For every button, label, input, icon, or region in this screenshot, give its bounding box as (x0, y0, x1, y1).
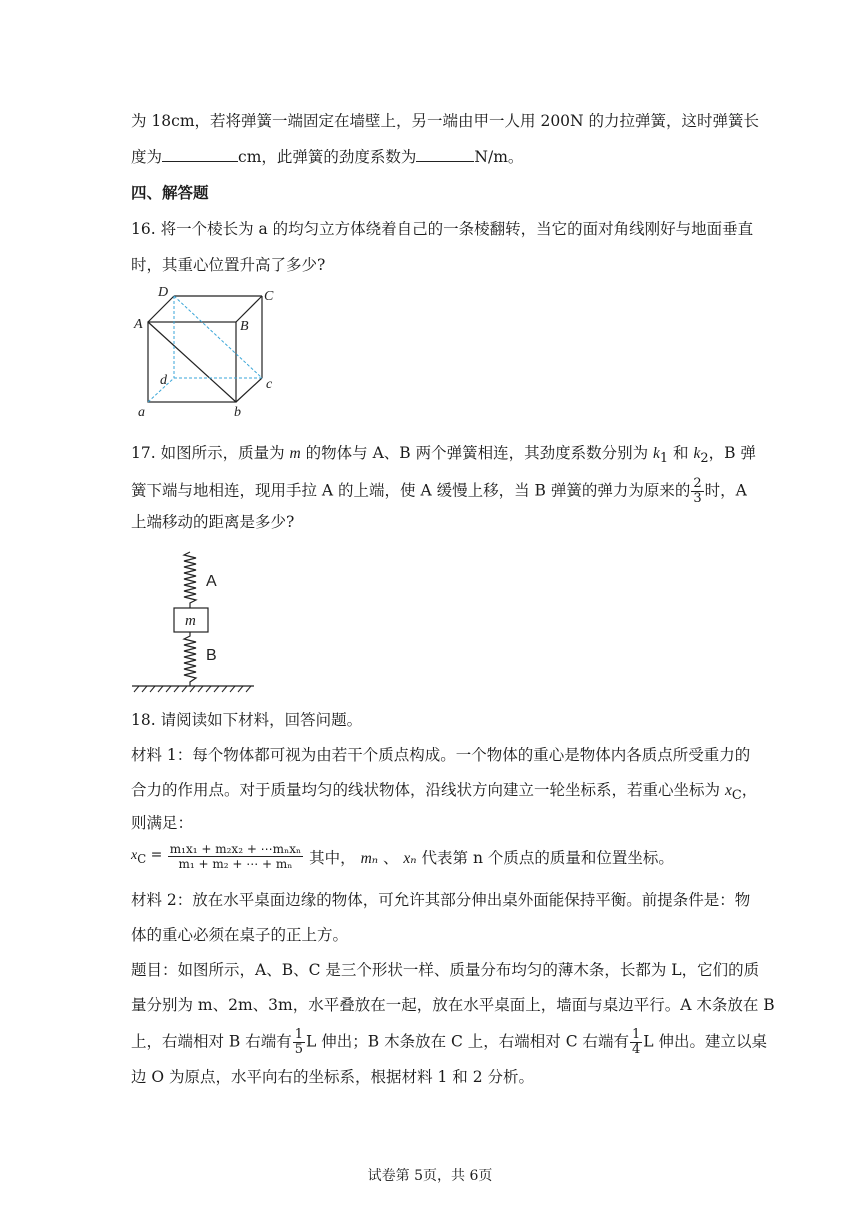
answer-blank-length[interactable] (162, 147, 238, 162)
task-line1: 题目：如图所示，A、B、C 是三个形状一样、质量分布均匀的薄木条，长都为 L，它们的质 (131, 961, 760, 979)
task-line4: 边 O 为原点，水平向右的坐标系，根据材料 1 和 2 分析。 (131, 1068, 534, 1086)
material1-line1: 材料 1：每个物体都可视为由若干个质点构成。一个物体的重心是物体内各质点所受重力的 (131, 746, 751, 764)
fraction-one-fifth: $\frac{1}{5}$ (294, 1027, 304, 1057)
center-of-mass-formula: $x_C$ = $\frac{\text{m₁x₁ + m₂x₂ + ⋯mₙxₙ}}{\text{m₁ + m₂ + ⋯ + mₙ}}$ 其中， mₙ 、 xₙ 代表第 n 个质点的质量和位置坐标。 (131, 842, 674, 871)
material2-line1: 材料 2：放在水平桌面边缘的物体，可允许其部分伸出桌外面能保持平衡。前提条件是：物 (131, 891, 751, 909)
material1-line3: 则满足： (131, 814, 194, 832)
spring-label-B: B (206, 647, 217, 664)
q18-line1: 18. 请阅读如下材料，回答问题。 (131, 711, 363, 729)
material1-line2: 合力的作用点。对于质量均匀的线状物体，沿线状方向建立一轮坐标系，若重心坐标为 $x_C$， (131, 781, 758, 804)
label-c: c (266, 377, 273, 392)
label-d: d (160, 373, 167, 388)
material2-line2: 体的重心必须在桌子的正上方。 (131, 926, 349, 944)
page-footer: 试卷第 5页，共 6页 (367, 1168, 493, 1184)
fraction-one-quarter: $\frac{1}{4}$ (632, 1027, 641, 1057)
q17-line1: 17. 如图所示，质量为 m 的物体与 A、B 两个弹簧相连，其劲度系数分别为 $k_1$ 和 $k_2$，B 弹 (131, 444, 756, 467)
q17-line3: 上端移动的距离是多少? (131, 513, 295, 531)
q16-line1: 16. 将一个棱长为 a 的均匀立方体绕着自己的一条棱翻转，当它的面对角线刚好与地面垂直 (131, 220, 754, 238)
q17-line2: 簧下端与地相连，现用手拉 A 的上端，使 A 缓慢上移，当 B 弹簧的弹力为原来的 $\frac{2}{3}$ 时，A (131, 476, 747, 506)
fraction-two-thirds: $\frac{2}{3}$ (693, 476, 702, 506)
label-C: C (264, 289, 274, 304)
label-A: A (134, 317, 143, 332)
mass-label: m (185, 613, 196, 629)
section-heading: 四、解答题 (131, 184, 209, 202)
q16-line2: 时，其重心位置升高了多少? (131, 256, 326, 274)
answer-blank-stiffness[interactable] (416, 147, 474, 162)
label-B: B (240, 319, 249, 334)
label-a: a (138, 405, 145, 420)
task-line2: 量分别为 m、2m、3m，水平叠放在一起，放在水平桌面上，墙面与桌边平行。A 木条放在 B (131, 996, 775, 1014)
q15-line1: 为 18cm，若将弹簧一端固定在墙壁上，另一端由甲一人用 200N 的力拉弹簧，这时弹簧长 (131, 112, 760, 130)
spring-figure (128, 548, 268, 694)
cube-figure (128, 282, 288, 422)
task-line3: 上，右端相对 B 右端有 $\frac{1}{5}$ L 伸出；B 木条放在 C 上，右端相对 C 右端有 $\frac{1}{4}$ L 伸出。建立以桌 (131, 1027, 768, 1057)
spring-label-A: A (206, 573, 217, 590)
label-b: b (234, 405, 241, 420)
q15-line2: 度为 cm，此弹簧的劲度系数为 N/m。 (131, 148, 524, 166)
label-D: D (158, 285, 169, 300)
